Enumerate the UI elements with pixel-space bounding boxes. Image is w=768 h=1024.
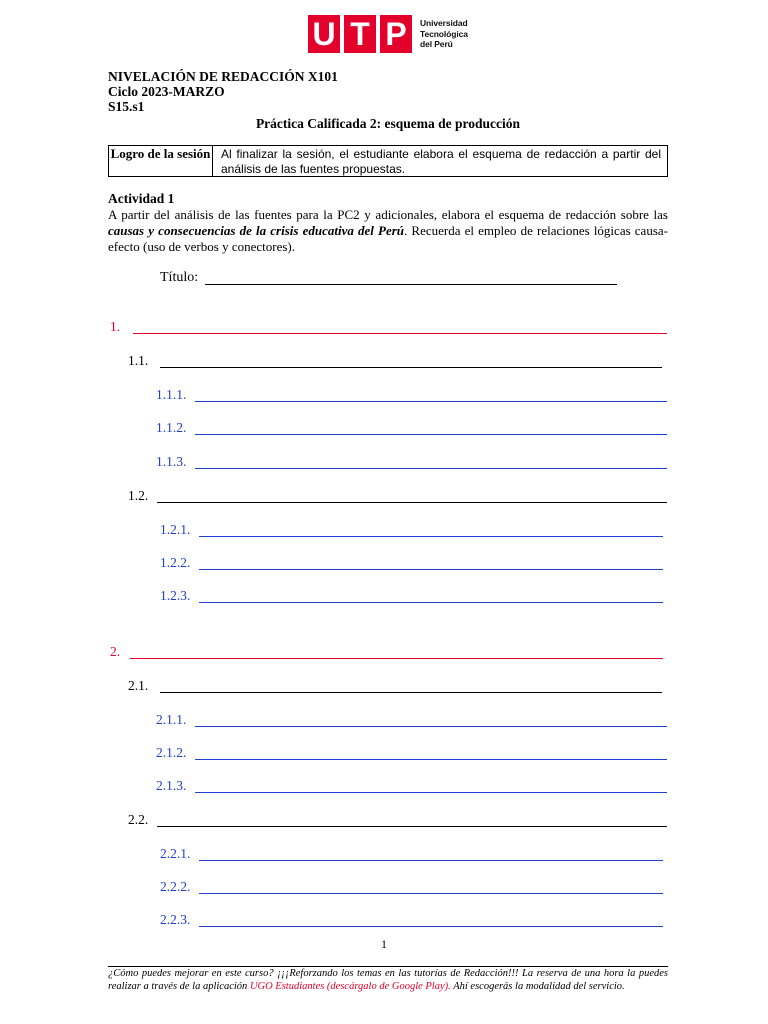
outline-number: 1.1.3. [156,454,187,469]
outline-line-1-2-3[interactable] [199,602,663,603]
outline-line-1-2-1[interactable] [199,536,663,537]
outline-number: 2.2. [128,812,149,827]
outline-number: 2.2.1. [160,846,191,861]
outline-line-2-1[interactable] [160,692,662,693]
outline-line-2-2-2[interactable] [199,893,663,894]
outline-line-2-1-1[interactable] [195,726,667,727]
outline-number: 2.2.3. [160,912,191,927]
outline-line-2-2-3[interactable] [199,926,663,927]
logo-letter-p: P [380,15,412,53]
outline-line-2-1-2[interactable] [195,759,667,760]
outline-number: 1. [110,319,121,334]
session-code: S15.s1 [108,99,145,114]
app-name: UGO Estudiantes (descárgalo de Google Play). [249,981,451,992]
outline-line-2-1-3[interactable] [195,792,667,793]
page-number: 1 [381,937,387,951]
outline-number: 1.2. [128,488,149,503]
outline-line-2-2-1[interactable] [199,860,663,861]
outline-line-2-2[interactable] [157,826,667,827]
titulo-field[interactable] [205,284,617,285]
logo-wordmark: Universidad Tecnológica del Perú [420,18,468,49]
outline-line-1-1-3[interactable] [195,468,667,469]
outline-line-1-2[interactable] [157,502,667,503]
logro-text: Al finalizar la sesión, el estudiante elabora el esquema de redacción a partir del análisis de las fuentes propuestas. [221,147,661,176]
outline-line-2[interactable] [130,658,663,659]
outline-number: 2.1.3. [156,778,187,793]
activity-title: Actividad 1 [108,191,175,206]
titulo-label: Título: [160,270,199,285]
activity-topic: causas y consecuencias de la crisis educativa del Perú [108,223,405,238]
outline-number: 1.1. [128,353,149,368]
course-name: NIVELACIÓN DE REDACCIÓN X101 [108,69,338,84]
logo-letter-u: U [308,15,340,53]
activity-instructions: A partir del análisis de las fuentes para la PC2 y adicionales, elabora el esquema de redacción sobre las causas y consecuencias de la crisis educativa del Perú. Recuerda el empleo de relaciones lógicas causa-efecto (uso de verbos y conectores). [108,207,668,254]
outline-line-1-1-2[interactable] [195,434,667,435]
footer-note: ¿Cómo puedes mejorar en este curso? ¡¡¡Reforzando los temas en las tutorías de Redacción!!! La reserva de una hora la puedes realizar a través de la aplicación UGO Estudiantes (descárgalo de Google Play). Ahí escogerás la modalidad del servicio. [108,968,668,992]
logo-letter-t: T [344,15,376,53]
outline-line-1-2-2[interactable] [199,569,663,570]
document-title: Práctica Calificada 2: esquema de producción [255,116,521,131]
course-cycle: Ciclo 2023-MARZO [108,84,225,99]
outline-number: 1.2.2. [160,555,191,570]
outline-number: 2.2.2. [160,879,191,894]
logro-table [108,145,668,177]
outline-line-1[interactable] [133,333,667,334]
outline-number: 2.1. [128,678,149,693]
logro-label: Logro de la sesión [109,146,213,176]
outline-number: 2. [110,644,121,659]
outline-line-1-1[interactable] [160,367,662,368]
outline-number: 2.1.1. [156,712,187,727]
outline-number: 1.2.1. [160,522,191,537]
outline-number: 1.1.1. [156,387,187,402]
outline-number: 2.1.2. [156,745,187,760]
outline-number: 1.2.3. [160,588,191,603]
outline-number: 1.1.2. [156,420,187,435]
outline-line-1-1-1[interactable] [195,401,667,402]
